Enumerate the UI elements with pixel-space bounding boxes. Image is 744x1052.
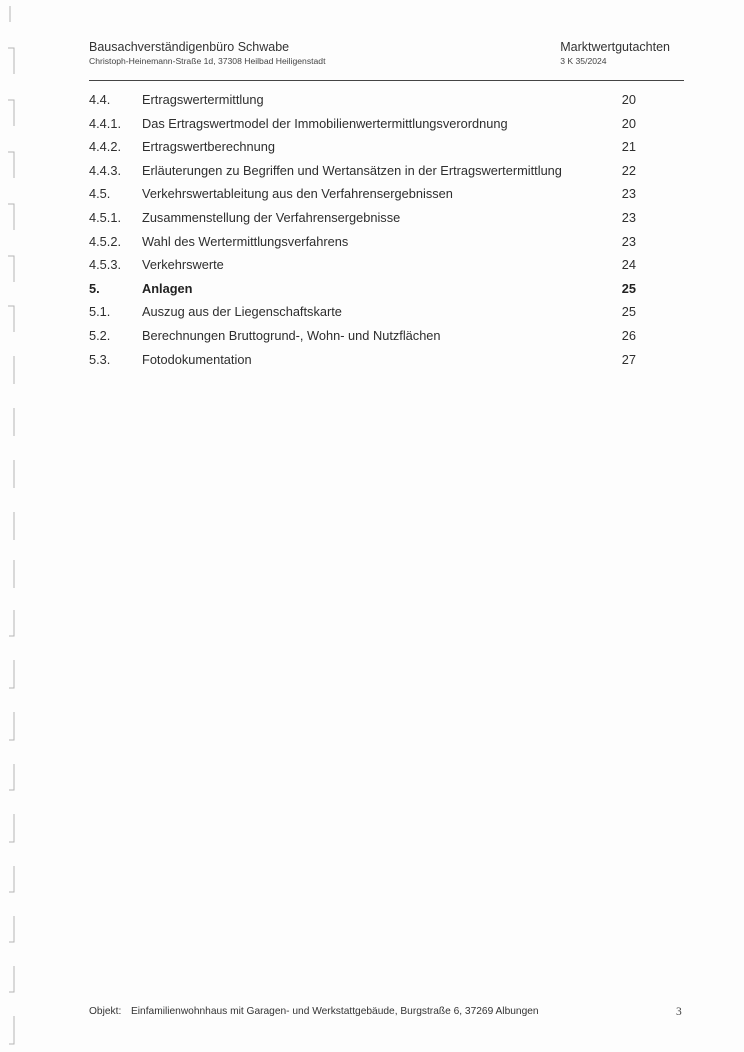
toc-page: 22 bbox=[621, 162, 636, 178]
toc-title: Verkehrswertableitung aus den Verfahrensergebnissen bbox=[142, 186, 453, 202]
toc-page: 23 bbox=[621, 186, 636, 202]
footer-label: Objekt: bbox=[89, 1006, 122, 1017]
toc-number: 4.5.3. bbox=[89, 257, 122, 273]
toc-entry bbox=[89, 135, 649, 159]
toc-entry bbox=[89, 230, 649, 254]
binding-marks bbox=[0, 0, 24, 1052]
toc-entry bbox=[89, 88, 649, 112]
toc-title: Ertragswertermittlung bbox=[142, 92, 264, 107]
toc-page: 21 bbox=[621, 139, 636, 155]
toc-entry bbox=[89, 182, 649, 206]
toc-number: 4.5.1. bbox=[89, 209, 122, 225]
toc-page: 26 bbox=[621, 327, 636, 343]
toc-title: Berechnungen Bruttogrund-, Wohn- und Nutzflächen bbox=[142, 327, 441, 343]
toc-number: 5. bbox=[89, 280, 100, 296]
toc-page: 25 bbox=[621, 304, 636, 320]
header-left bbox=[89, 40, 325, 67]
toc-page: 20 bbox=[621, 92, 636, 107]
page-header bbox=[89, 40, 684, 81]
header-right bbox=[560, 40, 670, 67]
toc-number: 4.4.2. bbox=[89, 139, 122, 155]
toc-title: Anlagen bbox=[142, 280, 193, 296]
toc-page: 20 bbox=[621, 115, 636, 131]
toc-number: 4.5. bbox=[89, 186, 111, 202]
document-type: Marktwertgutachten bbox=[560, 40, 670, 54]
page-footer bbox=[89, 1006, 689, 1017]
toc-title: Zusammenstellung der Verfahrensergebnisse bbox=[142, 209, 401, 225]
toc-title: Das Ertragswertmodel der Immobilienwertermittlungsverordnung bbox=[142, 115, 508, 131]
toc-entry bbox=[89, 348, 649, 372]
table-of-contents bbox=[89, 88, 649, 371]
toc-number: 5.3. bbox=[89, 351, 111, 367]
reference-number: 3 K 35/2024 bbox=[560, 56, 607, 66]
toc-entry bbox=[89, 324, 649, 348]
toc-page: 24 bbox=[621, 257, 636, 273]
toc-title: Verkehrswerte bbox=[142, 257, 224, 273]
toc-number: 4.4.3. bbox=[89, 162, 122, 178]
toc-entry-section bbox=[89, 277, 649, 301]
toc-title: Erläuterungen zu Begriffen und Wertansätzen in der Ertragswertermittlung bbox=[142, 162, 562, 178]
toc-page: 23 bbox=[621, 233, 636, 249]
company-name: Bausachverständigenbüro Schwabe bbox=[89, 40, 290, 54]
page-number: 3 bbox=[676, 1006, 682, 1018]
footer-object: Einfamilienwohnhaus mit Garagen- und Werkstattgebäude, Burgstraße 6, 37269 Albungen bbox=[131, 1006, 539, 1017]
toc-entry bbox=[89, 300, 649, 324]
toc-title: Wahl des Wertermittlungsverfahrens bbox=[142, 233, 349, 249]
toc-entry bbox=[89, 112, 649, 136]
toc-number: 5.1. bbox=[89, 304, 111, 320]
toc-title: Auszug aus der Liegenschaftskarte bbox=[142, 304, 342, 320]
toc-number: 4.4. bbox=[89, 92, 111, 107]
toc-title: Ertragswertberechnung bbox=[142, 139, 276, 155]
toc-page: 27 bbox=[621, 351, 636, 367]
company-address: Christoph-Heinemann-Straße 1d, 37308 Heilbad Heiligenstadt bbox=[89, 56, 326, 66]
toc-entry bbox=[89, 206, 649, 230]
toc-page: 25 bbox=[621, 280, 636, 296]
toc-number: 4.5.2. bbox=[89, 233, 122, 249]
toc-entry bbox=[89, 253, 649, 277]
toc-entry bbox=[89, 159, 649, 183]
toc-number: 5.2. bbox=[89, 327, 111, 343]
toc-title: Fotodokumentation bbox=[142, 351, 252, 367]
toc-number: 4.4.1. bbox=[89, 115, 122, 131]
toc-page: 23 bbox=[621, 209, 636, 225]
